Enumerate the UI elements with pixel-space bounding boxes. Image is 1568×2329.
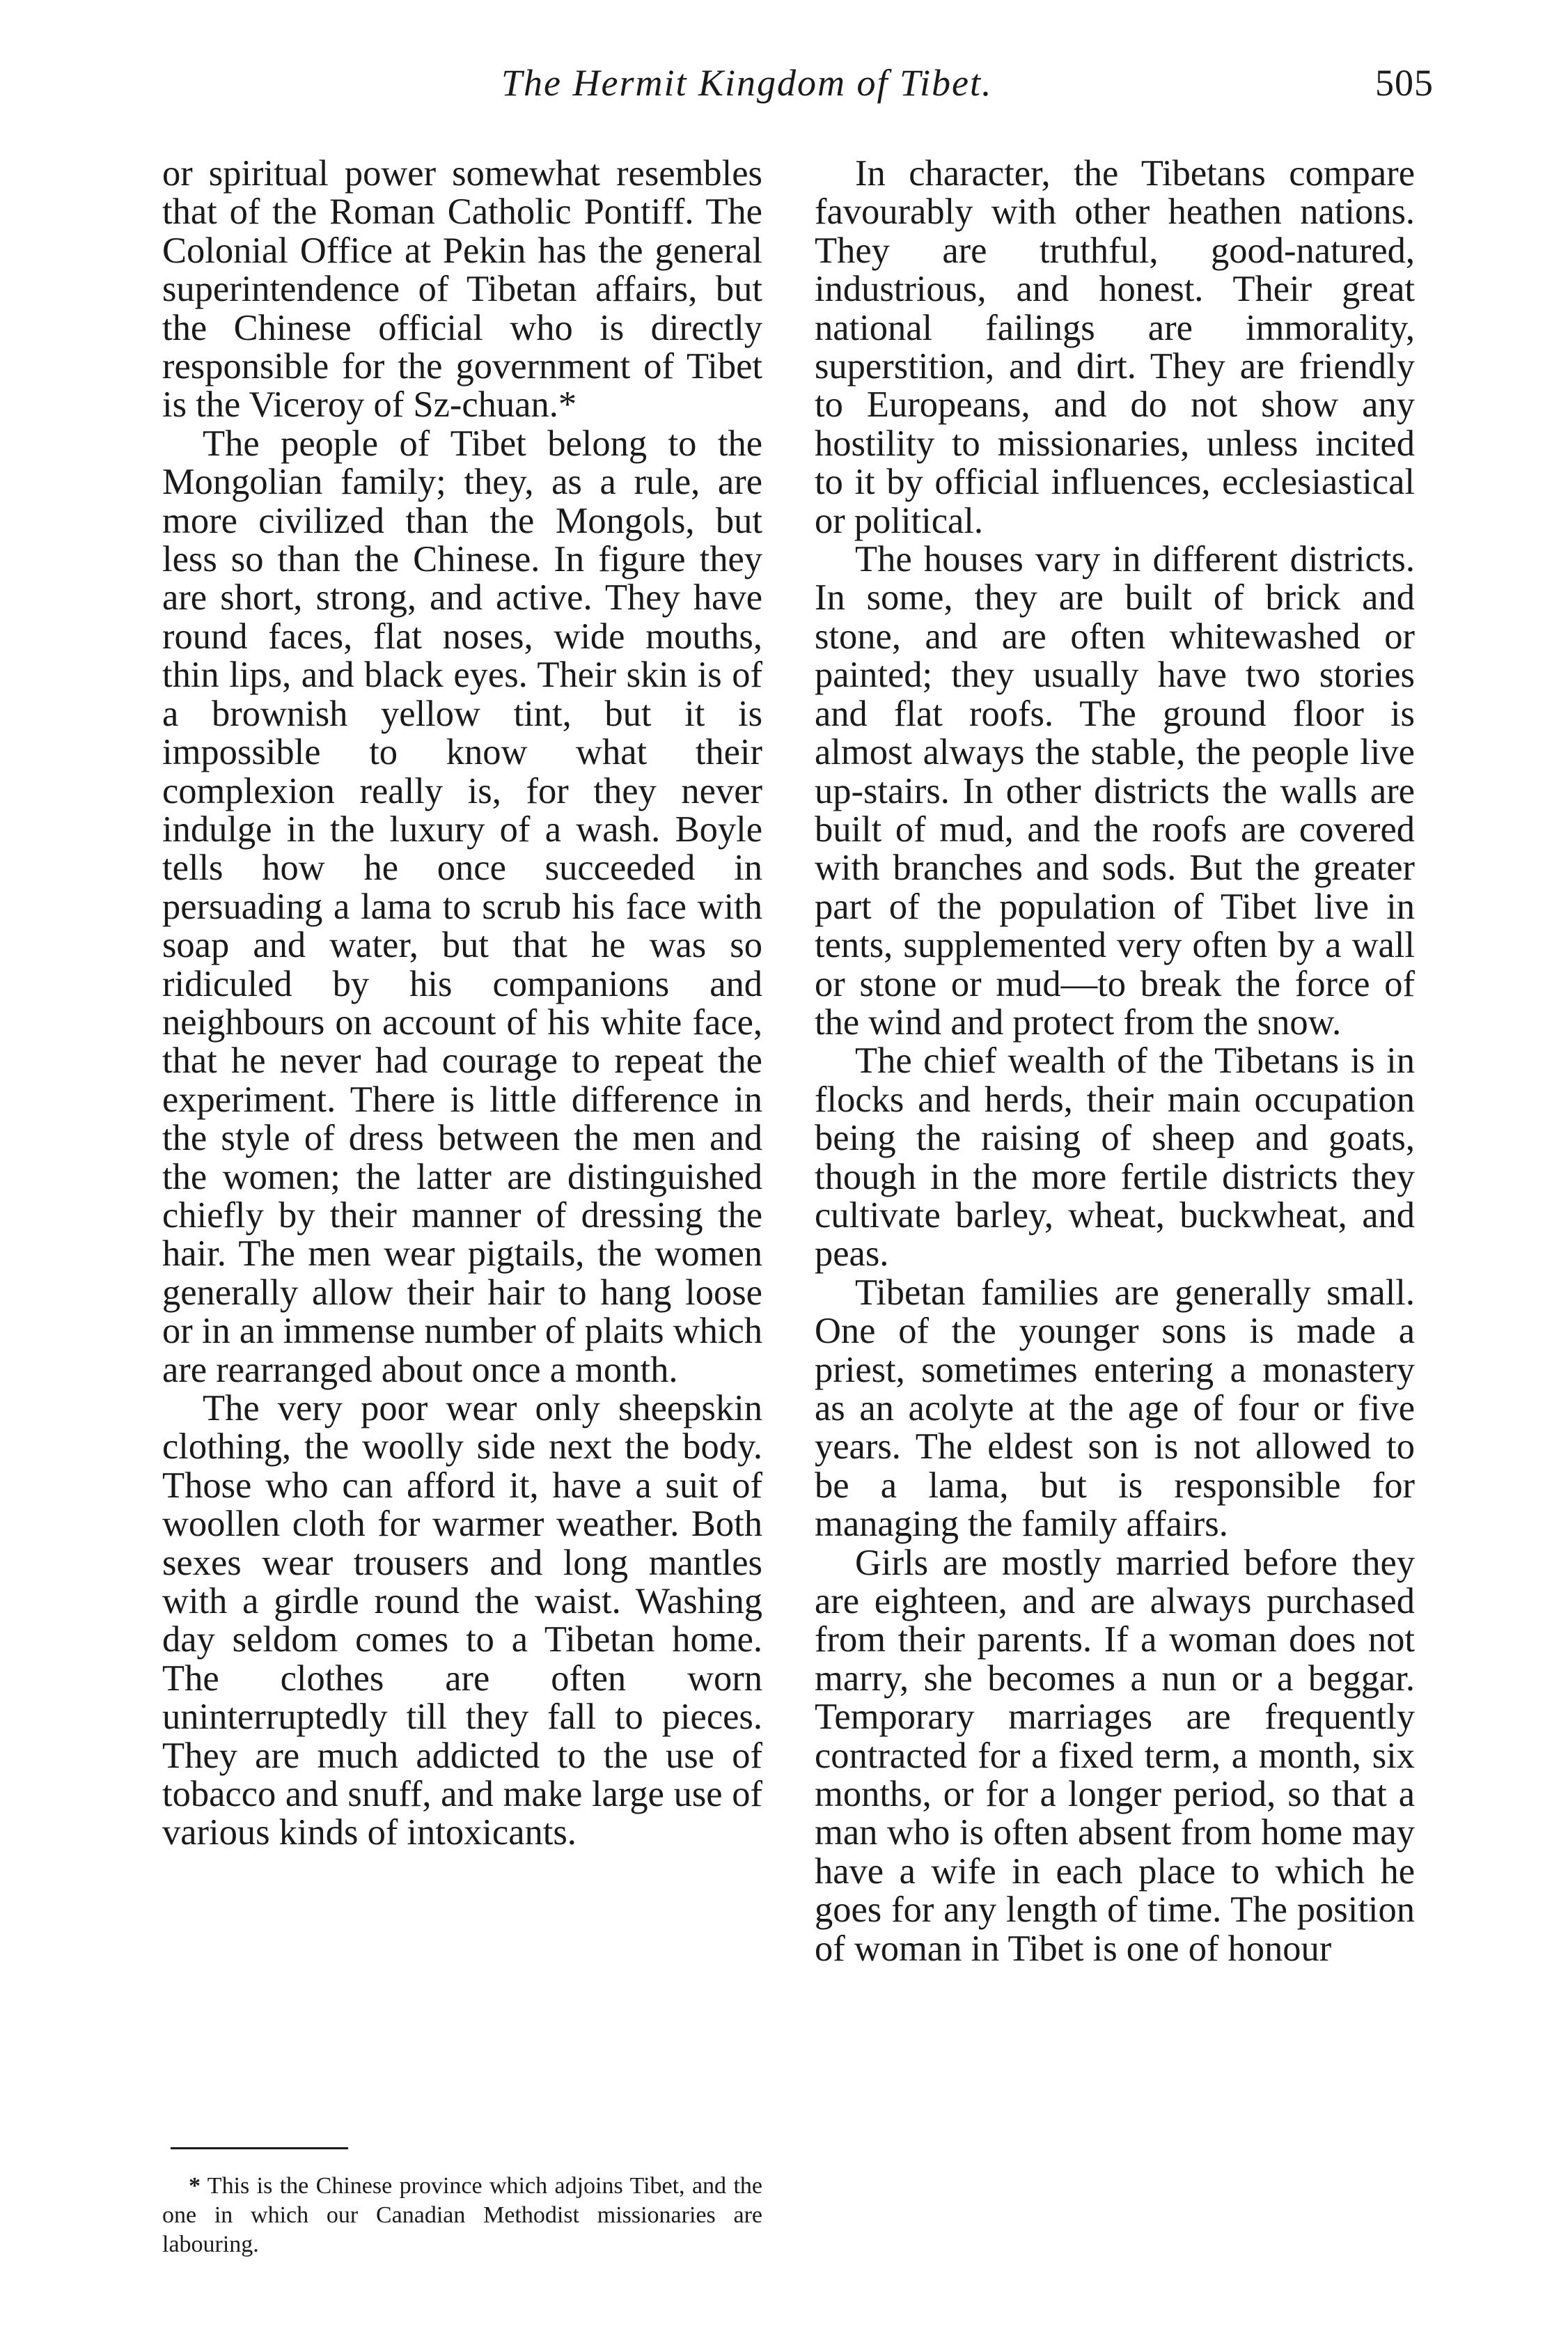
paragraph: Tibetan families are generally small. One of the younger sons is made a priest, sometimes entering a monastery as an acolyte at the age of four or five years. The eldest son is not allowed to be a lama, but is responsible for managing the family affairs. xyxy=(815,1272,1415,1545)
paragraph: The chief wealth of the Tibetans is in flocks and herds, their main occupation being the raising of sheep and goats, though in the more fertile districts they cultivate barley, wheat, buckwheat, and peas. xyxy=(815,1041,1415,1275)
footnote-text: This is the Chinese province which adjoins Tibet, and the one in which our Canadian Methodist missionaries are labouring. xyxy=(162,2173,762,2257)
footnote-mark: * xyxy=(189,2173,201,2199)
paragraph: or spiritual power somewhat resembles that of the Roman Catholic Pontiff. The Colonial Office at Pekin has the general superintendence of Tibetan affairs, but the Chinese official who is directly responsible for the government of Tibet is the Viceroy of Sz-chuan.* xyxy=(162,153,762,426)
page-number: 505 xyxy=(1375,62,1434,104)
paragraph: The houses vary in different districts. In some, they are built of brick and stone, and are often whitewashed or painted; they usually have two stories and flat roofs. The ground floor is almost always the stable, the people live up-stairs. In other districts the walls are built of mud, and the roofs are covered with branches and sods. But the greater part of the population of Tibet live in tents, supplemented very often by a wall or stone or mud—to break the force of the wind and protect from the snow. xyxy=(815,539,1415,1043)
left-column xyxy=(162,155,762,1853)
paragraph: The very poor wear only sheepskin clothing, the woolly side next the body. Those who can afford it, have a suit of woollen cloth for warmer weather. Both sexes wear trousers and long mantles with a girdle round the waist. Washing day seldom comes to a Tibetan home. The clothes are often worn uninterruptedly till they fall to pieces. They are much addicted to the use of tobacco and snuff, and make large use of various kinds of intoxicants. xyxy=(162,1388,762,1853)
footnote xyxy=(162,2172,762,2259)
paragraph: In character, the Tibetans compare favourably with other heathen nations. They are truthful, good-natured, industrious, and honest. Their great national failings are immorality, superstition, and dirt. They are friendly to Europeans, and do not show any hostility to missionaries, unless incited to it by official influences, ecclesiastical or political. xyxy=(815,153,1415,541)
right-column xyxy=(815,155,1415,1968)
paragraph: Girls are mostly married before they are eighteen, and are always purchased from their parents. If a woman does not marry, she becomes a nun or a beggar. Temporary marriages are frequently contracted for a fixed term, a month, six months, or for a longer period, so that a man who is often absent from home may have a wife in each place to which he goes for any length of time. The position of woman in Tibet is one of honour xyxy=(815,1542,1415,1969)
footnote-divider xyxy=(171,2147,348,2149)
running-title: The Hermit Kingdom of Tibet. xyxy=(501,62,993,104)
paragraph: The people of Tibet belong to the Mongolian family; they, as a rule, are more civilized than the Mongols, but less so than the Chinese. In figure they are short, strong, and active. They have round faces, flat noses, wide mouths, thin lips, and black eyes. Their skin is of a brownish yellow tint, but it is impossible to know what their complexion really is, for they never indulge in the luxury of a wash. Boyle tells how he once succeeded in persuading a lama to scrub his face with soap and water, but that he was so ridiculed by his companions and neighbours on account of his white face, that he never had courage to repeat the experiment. There is little difference in the style of dress between the men and the women; the latter are distinguished chiefly by their manner of dressing the hair. The men wear pigtails, the women generally allow their hair to hang loose or in an immense number of plaits which are rearranged about once a month. xyxy=(162,423,762,1390)
